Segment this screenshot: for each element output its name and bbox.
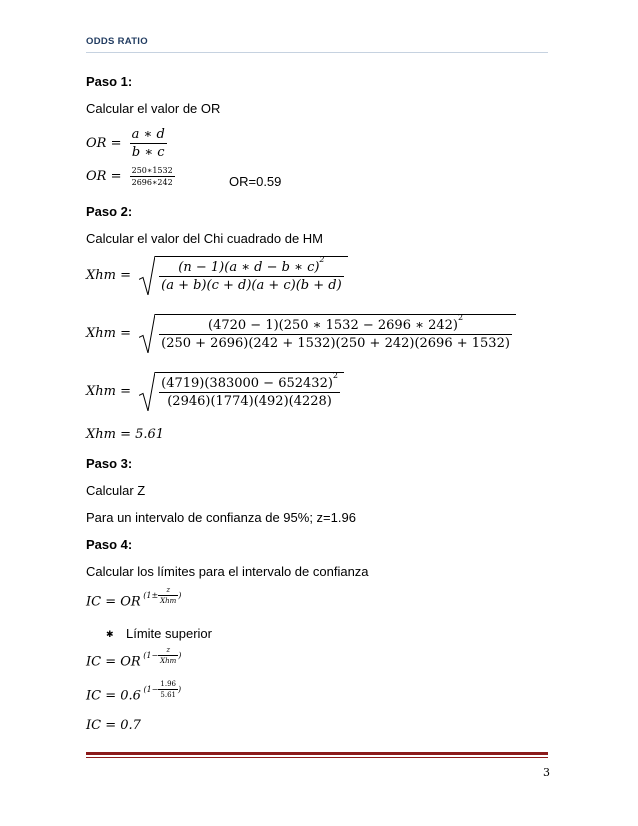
star-bullet-icon: ✱: [106, 629, 114, 640]
step4-heading: Paso 4:: [86, 537, 133, 552]
step2-f1-exponent: 2: [319, 255, 325, 264]
step4-ic-exp-num: z: [158, 586, 178, 596]
step2-f2-sqrt: [139, 314, 516, 353]
step1-formula-denominator: b ∗ c: [131, 145, 165, 160]
step4-ic3-exp-fraction: [158, 680, 178, 699]
step1-sub-fraction: [130, 166, 175, 187]
step4-text: Calcular los límites para el intervalo de confianza: [86, 564, 369, 579]
step3-text: Calcular Z: [86, 483, 146, 498]
step1-result: OR=0.59: [229, 174, 282, 189]
step2-f1-denominator: (a + b)(c + d)(a + c)(b + d): [161, 278, 342, 293]
bullet-upper-limit-label: Límite superior: [126, 626, 212, 641]
step4-ic-general: [86, 586, 182, 613]
step3-detail: Para un intervalo de confianza de 95%; z=1.96: [86, 510, 356, 525]
step2-f3-numerator: (4719)(383000 − 652432): [161, 376, 333, 391]
footer-rule-thin: [86, 757, 548, 758]
step2-heading: Paso 2:: [86, 204, 133, 219]
step1-substitution: [86, 166, 175, 187]
page-number: 3: [543, 766, 550, 779]
step3-heading: Paso 3:: [86, 456, 133, 471]
header-rule: [86, 52, 548, 53]
step4-ic-exp-den: Xhm: [160, 597, 177, 605]
step1-sub-lhs: OR =: [86, 169, 122, 184]
step4-ic2-exp-post: ): [178, 650, 182, 660]
step4-ic3-exp-den: 5.61: [160, 691, 176, 699]
step2-f2-denominator: (250 + 2696)(242 + 1532)(250 + 242)(2696 + 1532): [161, 336, 510, 351]
step1-formula-fraction: [130, 127, 167, 160]
step4-ic-exp-post: ): [178, 590, 182, 600]
step2-f2-fraction: [159, 313, 512, 351]
step1-formula-lhs: OR =: [86, 136, 122, 151]
step2-f3-sqrt: [139, 372, 344, 411]
footer-rule-thick: [86, 752, 548, 755]
step2-f1-fraction: [159, 255, 344, 293]
radical-sign-icon: [139, 256, 155, 295]
step2-formula-substituted: [86, 314, 516, 353]
step4-ic-exp-pre: (1±: [143, 590, 159, 600]
step4-ic-upper-formula: [86, 646, 182, 673]
step4-ic2-lhs: IC = OR: [86, 654, 141, 670]
step4-ic-lhs: IC = OR: [86, 594, 141, 610]
step2-f2-lhs: Xhm =: [86, 326, 131, 341]
step2-f2-exponent: 2: [457, 313, 464, 322]
step4-ic2-exp-num: z: [158, 646, 178, 656]
step2-f1-numerator: (n − 1)(a ∗ d − b ∗ c): [178, 260, 320, 275]
step1-sub-denominator: 2696∗242: [131, 178, 173, 187]
step2-f3-denominator: (2946)(1774)(492)(4228): [167, 394, 332, 409]
step2-result: Xhm = 5.61: [86, 427, 165, 442]
radical-sign-icon: [139, 372, 155, 411]
bullet-upper-limit: [106, 626, 212, 641]
step1-heading: Paso 1:: [86, 74, 133, 89]
header-title: ODDS RATIO: [86, 36, 148, 47]
step2-f3-fraction: [159, 371, 340, 409]
step2-f2-numerator: (4720 − 1)(250 ∗ 1532 − 2696 ∗ 242): [208, 318, 458, 333]
step4-ic-upper-substituted: [86, 680, 182, 707]
step2-f1-sqrt: [139, 256, 348, 295]
step1-sub-numerator: 250∗1532: [131, 166, 173, 175]
step2-formula-general: [86, 256, 348, 295]
step2-f1-lhs: Xhm =: [86, 268, 131, 283]
step1-text: Calcular el valor de OR: [86, 101, 221, 116]
step1-formula: [86, 127, 167, 160]
step4-ic2-exp-den: Xhm: [160, 657, 177, 665]
step2-text: Calcular el valor del Chi cuadrado de HM: [86, 231, 324, 246]
step1-formula-numerator: a ∗ d: [131, 127, 165, 142]
step2-f3-exponent: 2: [332, 371, 338, 380]
step4-ic-exp-fraction: [158, 586, 178, 605]
step4-ic3-exp-post: ): [177, 684, 182, 694]
step4-ic3-exp-num: 1.96: [160, 680, 176, 688]
step4-ic3-exp-pre: (1−: [143, 684, 159, 694]
step4-ic2-exp-fraction: [158, 646, 178, 665]
step2-formula-simplified: [86, 372, 344, 411]
step4-ic3-lhs: IC = 0.6: [86, 688, 141, 704]
step4-ic2-exp-pre: (1−: [143, 650, 159, 660]
radical-sign-icon: [139, 314, 155, 353]
step2-f3-lhs: Xhm =: [86, 384, 131, 399]
step4-ic-upper-result: IC = 0.7: [86, 718, 141, 733]
